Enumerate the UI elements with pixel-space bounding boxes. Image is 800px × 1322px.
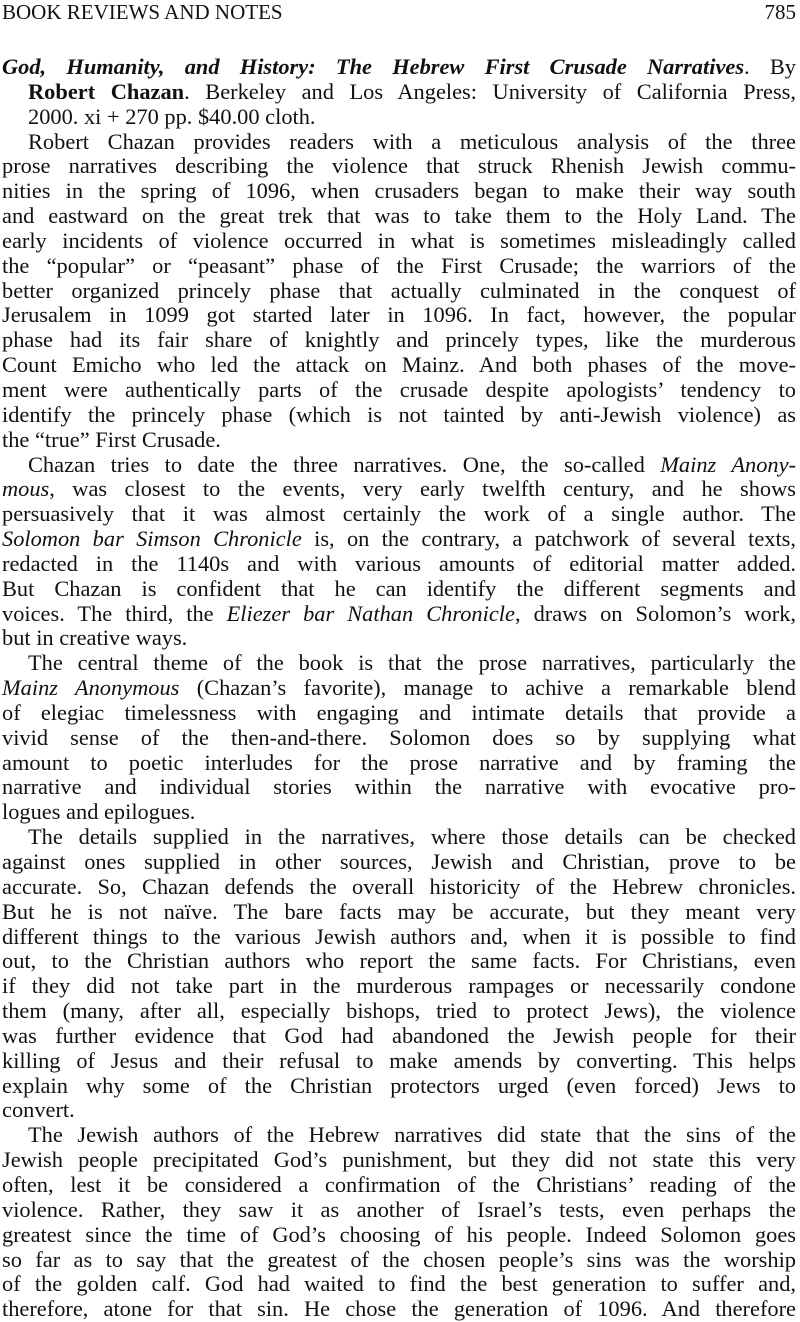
text-run: was further evidence that God had abandoned the Jewish people for their — [2, 1022, 796, 1048]
text-run: accurate. So, Chazan defends the overall historicity of the Hebrew chronicles. — [2, 873, 796, 899]
text-run: of elegiac timelessness with engaging and intimate details that provide a — [2, 699, 796, 725]
text-line — [2, 676, 796, 701]
paragraph — [2, 130, 796, 453]
text-line — [2, 825, 796, 850]
page-number: 785 — [764, 0, 796, 24]
text-run: nities in the spring of 1096, when crusaders began to make their way south — [2, 178, 796, 204]
text-run: narrative and individual stories within the narrative with evocative pro- — [2, 774, 796, 800]
text-run: (Chazan’s favorite), manage to achive a remarkable blend — [179, 675, 796, 701]
text-run: therefore, atone for that sin. He chose the generation of 1096. And therefore — [2, 1296, 796, 1322]
text-run: , draws on Solomon’s work, — [514, 600, 796, 626]
author-name: Robert Chazan — [28, 78, 185, 104]
text-run: voices. The third, the — [2, 600, 227, 626]
text-run: early incidents of violence occurred in what is sometimes misleadingly called — [2, 227, 796, 253]
text-run: Jewish people precipitated God’s punishment, but they did not state this very — [2, 1147, 796, 1173]
text-run: different things to the various Jewish authors and, when it is possible to find — [2, 923, 796, 949]
text-line — [2, 527, 796, 552]
text-line — [2, 353, 796, 378]
text-run: Jerusalem in 1099 got started later in 1096. In fact, however, the popular — [2, 302, 796, 328]
text-line — [2, 328, 796, 353]
text-run: identify the princely phase (which is not tainted by anti-Jewish violence) as — [2, 401, 796, 427]
text-line — [2, 303, 796, 328]
text-run: them (many, after all, especially bishops, tried to protect Jews), the violence — [2, 998, 796, 1024]
text-line — [2, 602, 796, 627]
text-run: The details supplied in the narratives, where those details can be checked — [28, 824, 796, 850]
text-run: the “true” First Crusade. — [2, 426, 221, 452]
text-line — [2, 1248, 796, 1273]
paragraph — [2, 825, 796, 1123]
text-run: is, on the contrary, a patchwork of several texts, — [301, 526, 796, 552]
text-line — [2, 949, 796, 974]
text-line — [2, 1272, 796, 1297]
text-line — [2, 751, 796, 776]
running-head — [2, 0, 796, 24]
citation-line — [2, 55, 796, 80]
text-run: killing of Jesus and their refusal to make amends by converting. This helps — [2, 1047, 796, 1073]
text-line — [2, 1049, 796, 1074]
text-line — [2, 900, 796, 925]
text-line — [2, 229, 796, 254]
text-run: of the golden calf. God had waited to find the best generation to suffer and, — [2, 1271, 796, 1297]
text-run: The Jewish authors of the Hebrew narratives did state that the sins of the — [28, 1122, 796, 1148]
text-run: ment were authentically parts of the crusade despite apologists’ tendency to — [2, 376, 796, 402]
text-line — [2, 179, 796, 204]
text-line — [2, 577, 796, 602]
citation-line — [2, 105, 796, 130]
text-run: Chazan tries to date the three narratives. One, the so-called — [28, 451, 661, 477]
italic-title: Solomon bar Simson Chronicle — [2, 526, 302, 552]
text-line — [2, 651, 796, 676]
text-run: vivid sense of the then-and-there. Solomon does so by supplying what — [2, 724, 796, 750]
text-line — [2, 925, 796, 950]
text-line — [2, 204, 796, 229]
text-run: But he is not naïve. The bare facts may be accurate, but they meant very — [2, 898, 796, 924]
italic-title: Eliezer bar Nathan Chronicle — [226, 600, 515, 626]
text-line — [2, 1074, 796, 1099]
text-run: if they did not take part in the murderous rampages or necessarily condone — [2, 973, 796, 999]
text-line — [2, 1173, 796, 1198]
text-line — [2, 1223, 796, 1248]
book-citation — [2, 55, 796, 130]
text-run: out, to the Christian authors who report the same facts. For Christians, even — [2, 948, 796, 974]
review-body — [2, 130, 796, 1322]
text-line — [2, 254, 796, 279]
text-line — [2, 974, 796, 999]
text-line — [2, 701, 796, 726]
text-run: the “popular” or “peasant” phase of the First Crusade; the warriors of the — [2, 252, 796, 278]
italic-title: Mainz Anony- — [660, 451, 796, 477]
journal-section-title: BOOK REVIEWS AND NOTES — [2, 0, 283, 24]
italic-title: mous — [2, 476, 50, 502]
text-line — [2, 154, 796, 179]
text-line — [2, 1148, 796, 1173]
text-run: convert. — [2, 1097, 75, 1123]
text-run: prose narratives describing the violence that struck Rhenish Jewish commu- — [2, 153, 796, 179]
text-run: Robert Chazan provides readers with a meticulous analysis of the three — [28, 128, 796, 154]
text-line — [2, 775, 796, 800]
paragraph — [2, 651, 796, 825]
text-run: persuasively that it was almost certainly the work of a single author. The — [2, 501, 796, 527]
text-run: so far as to say that the greatest of the chosen people’s sins was the worship — [2, 1246, 796, 1272]
text-run: explain why some of the Christian protectors urged (even forced) Jews to — [2, 1072, 796, 1098]
text-run: against ones supplied in other sources, Jewish and Christian, prove to be — [2, 849, 796, 874]
text-line — [2, 552, 796, 577]
text-line — [2, 1024, 796, 1049]
text-line — [2, 378, 796, 403]
text-line — [2, 453, 796, 478]
text-line — [2, 130, 796, 155]
text-line — [2, 502, 796, 527]
text-line — [2, 726, 796, 751]
text-run: . By — [744, 54, 796, 79]
italic-title: Mainz Anonymous — [2, 675, 180, 701]
text-run: redacted in the 1140s and with various amounts of editorial matter added. — [2, 550, 796, 576]
text-line — [2, 1098, 796, 1123]
text-line — [2, 1198, 796, 1223]
text-run: greatest since the time of God’s choosing of his people. Indeed Solomon goes — [2, 1221, 796, 1247]
text-run: better organized princely phase that actually culminated in the conquest of — [2, 277, 796, 303]
paragraph — [2, 1123, 796, 1322]
page-body — [2, 55, 796, 1322]
text-line — [2, 999, 796, 1024]
text-line — [2, 800, 796, 825]
text-run: logues and epilogues. — [2, 799, 196, 825]
text-run: often, lest it be considered a confirmation of the Christians’ reading of the — [2, 1171, 796, 1197]
text-line — [2, 875, 796, 900]
text-run: and eastward on the great trek that was to take them to the Holy Land. The — [2, 203, 796, 229]
text-run: violence. Rather, they saw it as another of Israel’s tests, even perhaps the — [2, 1196, 796, 1222]
text-run: , was closest to the events, very early twelfth century, and he shows — [49, 476, 796, 502]
citation-line — [2, 80, 796, 105]
text-run: The central theme of the book is that the prose narratives, particularly the — [28, 650, 796, 676]
text-line — [2, 1123, 796, 1148]
text-line — [2, 428, 796, 453]
italic-title: God, Humanity, and History: The Hebrew First Crusade Narratives — [2, 54, 745, 79]
text-run: . Berkeley and Los Angeles: University of California Press, — [184, 78, 796, 104]
text-line — [2, 477, 796, 502]
paragraph — [2, 453, 796, 652]
text-run: phase had its fair share of knightly and princely types, like the murderous — [2, 327, 796, 353]
text-line — [2, 626, 796, 651]
text-line — [2, 403, 796, 428]
text-line — [2, 850, 796, 875]
text-run: 2000. xi + 270 pp. $40.00 cloth. — [28, 103, 316, 129]
text-run: amount to poetic interludes for the prose narrative and by framing the — [2, 749, 796, 775]
text-line — [2, 1297, 796, 1322]
text-run: but in creative ways. — [2, 625, 188, 651]
text-run: Count Emicho who led the attack on Mainz. And both phases of the move- — [2, 352, 796, 378]
text-line — [2, 279, 796, 304]
text-run: But Chazan is confident that he can identify the different segments and — [2, 575, 796, 601]
